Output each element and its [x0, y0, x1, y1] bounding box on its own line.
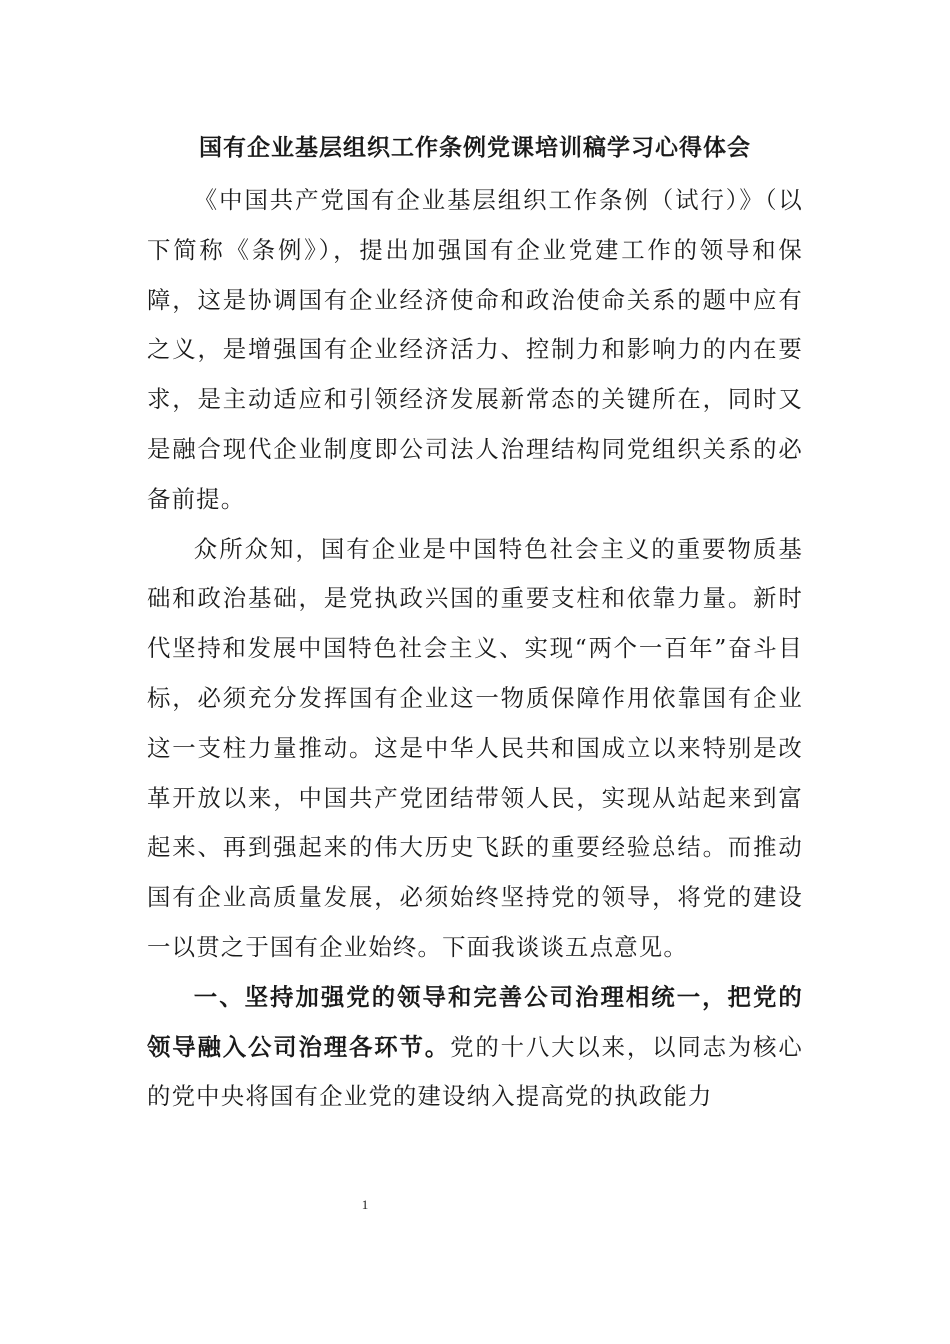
paragraph-2-text: 众所众知，国有企业是中国特色社会主义的重要物质基础和政治基础，是党执政兴国的重要支柱和依靠力量。新时代坚持和发展中国特色社会主义、实现“两个一百年”奋斗目标，必须充分发挥国有企业这一物质保障作用依靠国有企业这一支柱力量推动。这是中华人民共和国成立以来特别是改革开放以来，中国共产党团结带领人民，实现从站起来到富起来、再到强起来的伟大历史飞跃的重要经验总结。而推动国有企业高质量发展，必须始终坚持党的领导，将党的建设一以贯之于国有企业始终。下面我谈谈五点意见。 [147, 534, 803, 961]
section-heading-1: 一、坚持加强党的领导和完善公司治理相统一，把党的领导融入公司治理各环节。 [147, 982, 803, 1061]
paragraph-1-text: 《中国共产党国有企业基层组织工作条例（试行）》（以下简称《条例》），提出加强国有企业党建工作的领导和保障，这是协调国有企业经济使命和政治使命关系的题中应有之义，是增强国有企业经济活力、控制力和影响力的内在要求，是主动适应和引领经济发展新常态的关键所在，同时又是融合现代企业制度即公司法人治理结构同党组织关系的必备前提。 [147, 186, 803, 513]
page-number: 1 [361, 1197, 369, 1212]
document-title: 国有企业基层组织工作条例党课培训稿学习心得体会 [199, 135, 751, 161]
paragraph-1 [147, 176, 803, 525]
paragraph-3 [147, 973, 803, 1122]
paragraph-2 [147, 525, 803, 973]
document-body [147, 176, 803, 1122]
paragraph-3-text: 党的十八大以来，以同志为核心的党中央将国有企业党的建设纳入提高党的执政能力 [147, 1032, 803, 1111]
